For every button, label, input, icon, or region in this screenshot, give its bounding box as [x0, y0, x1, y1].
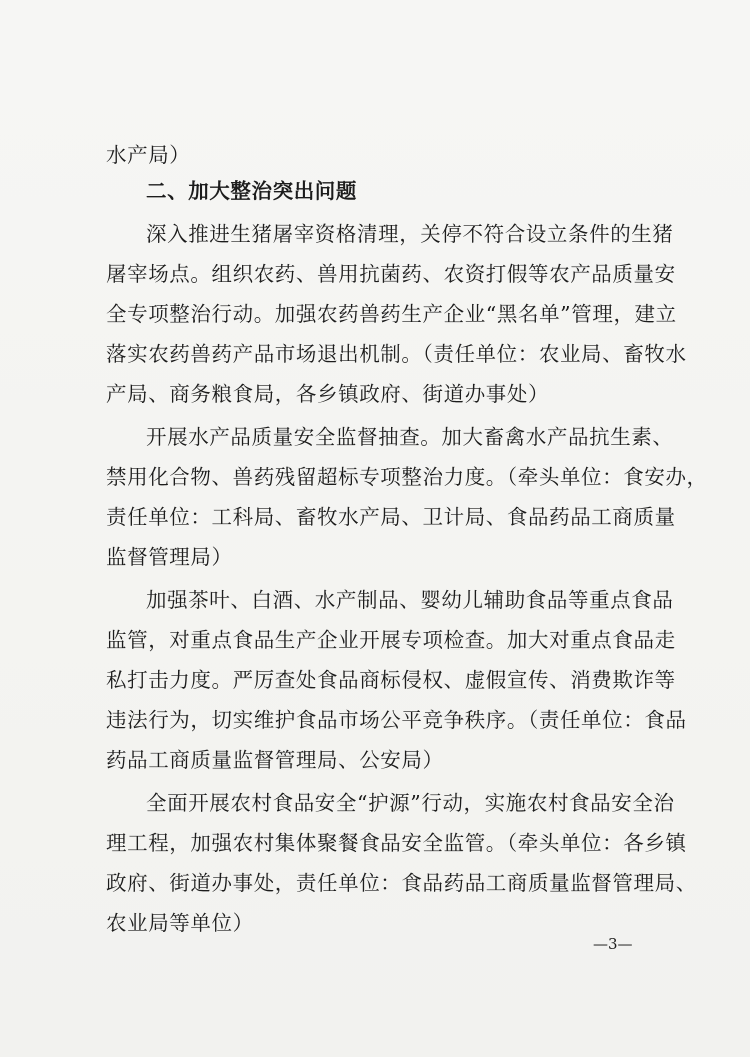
text-line-12: 加强茶叶、白酒、水产制品、婴幼儿辅助食品等重点食品	[146, 588, 674, 612]
text-line-7: 产局、商务粮食局，各乡镇政府、街道办事处）	[106, 382, 550, 406]
text-line-17: 全面开展农村食品安全“护源”行动，实施农村食品安全治	[146, 791, 675, 815]
text-line-1: 水产局）	[106, 143, 191, 167]
text-line-18: 理工程，加强农村集体聚餐食品安全监管。（牵头单位：各乡镇	[106, 831, 687, 855]
text-line-16: 药品工商质量监督管理局、公安局）	[106, 748, 444, 772]
text-line-11: 监督管理局）	[106, 545, 233, 569]
section-heading: 二、加大整治突出问题	[146, 179, 357, 203]
text-line-5: 全专项整治行动。加强农药兽药生产企业“黑名单”管理，建立	[106, 302, 677, 326]
text-line-13: 监管，对重点食品生产企业开展专项检查。加大对重点食品走	[106, 628, 676, 652]
text-line-10: 责任单位：工科局、畜牧水产局、卫计局、食品药品工商质量	[106, 505, 676, 529]
text-line-19: 政府、街道办事处，责任单位：食品药品工商质量监督管理局、	[106, 871, 697, 895]
text-line-8: 开展水产品质量安全监督抽查。加大畜禽水产品抗生素、	[146, 425, 674, 449]
text-line-4: 屠宰场点。组织农药、兽用抗菌药、农资打假等农产品质量安	[106, 262, 676, 286]
text-line-9: 禁用化合物、兽药残留超标专项整治力度。（牵头单位：食安办，	[106, 465, 708, 489]
text-line-15: 违法行为，切实维护食品市场公平竞争秩序。（责任单位：食品	[106, 708, 687, 732]
text-line-14: 私打击力度。严厉查处食品商标侵权、虚假宣传、消费欺诈等	[106, 668, 676, 692]
text-line-20: 农业局等单位）	[106, 911, 254, 935]
text-line-6: 落实农药兽药产品市场退出机制。（责任单位：农业局、畜牧水	[106, 342, 687, 366]
text-line-3: 深入推进生猪屠宰资格清理，关停不符合设立条件的生猪	[146, 222, 674, 246]
page-number: —3—	[593, 935, 633, 953]
